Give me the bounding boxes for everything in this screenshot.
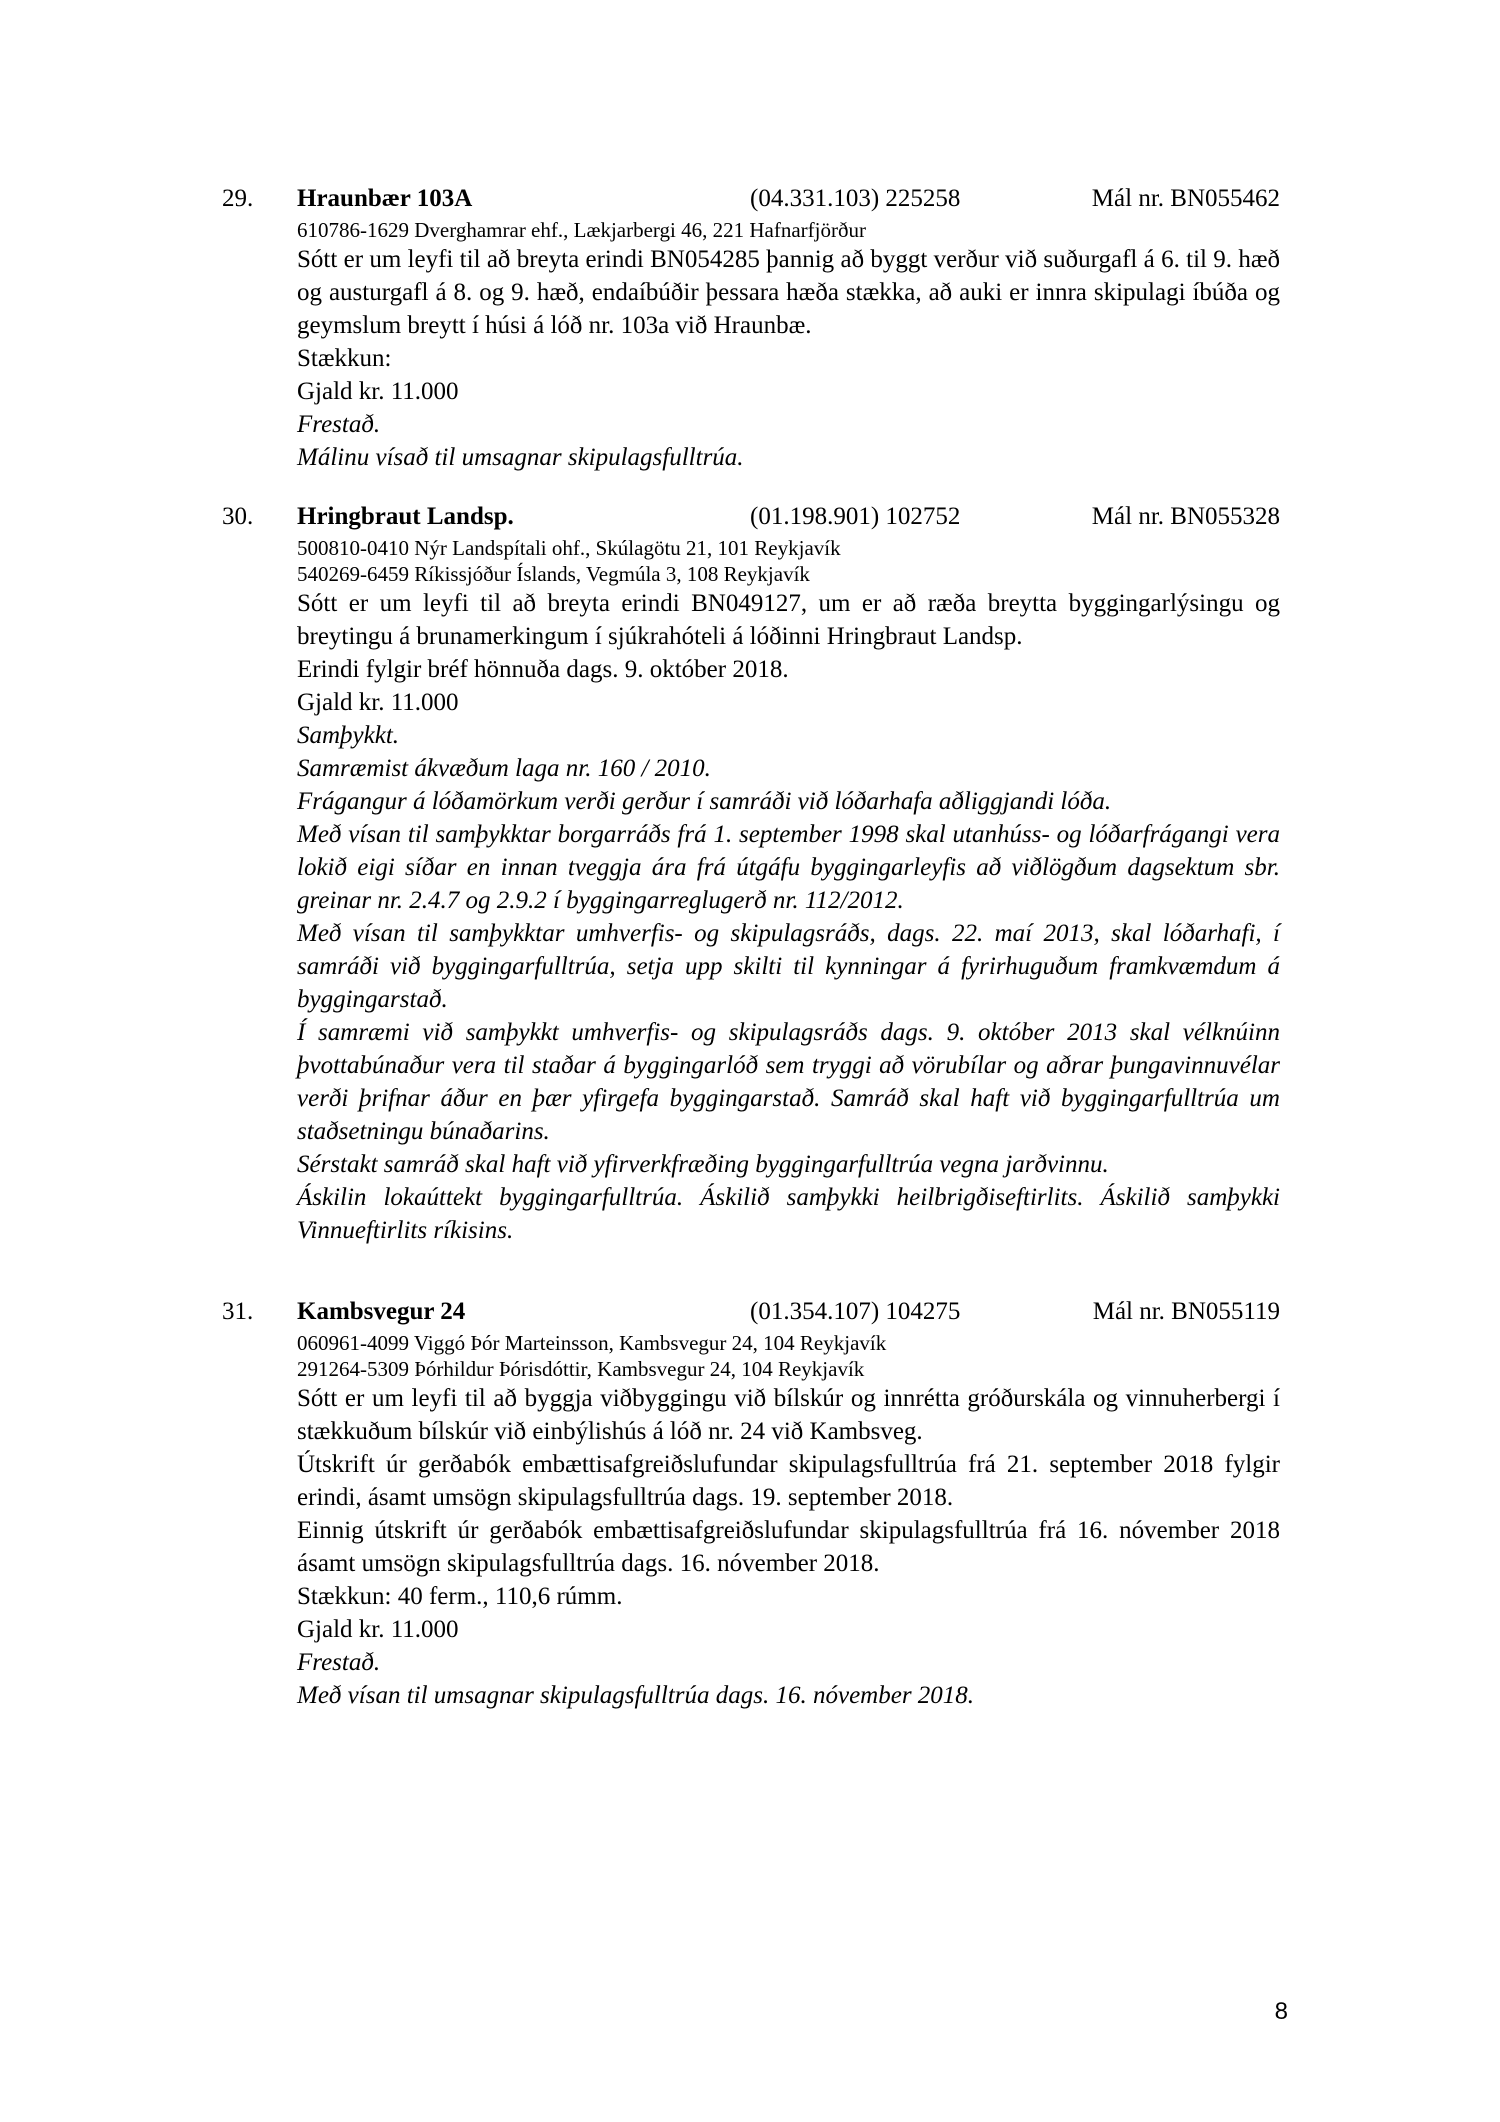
- description-text: Gjald kr. 11.000: [297, 378, 459, 405]
- case-number: Mál nr. BN055328: [1091, 503, 1280, 530]
- entry-number: 29.: [222, 185, 254, 212]
- entry-hraunbaer: [222, 181, 1280, 474]
- case-number: Mál nr. BN055462: [1091, 185, 1280, 212]
- decision-text: Með vísan til samþykktar umhverfis- og skipulagsráðs, dags. 22. maí 2013, skal lóðarhafi, í samráði við byggingarfulltrúa, setja upp skilti til kynningar á fyrirhuguðum framkvæmdum á byggingarstað.: [297, 920, 1280, 1013]
- entry-body: [222, 1330, 1280, 1712]
- applicant-line: 060961-4099 Viggó Þór Marteinsson, Kambsvegur 24, 104 Reykjavík: [297, 1331, 887, 1355]
- entry-title: Kambsvegur 24: [297, 1298, 466, 1325]
- description-text: Erindi fylgir bréf hönnuða dags. 9. október 2018.: [297, 656, 789, 683]
- entry-body: [222, 217, 1280, 474]
- entry-reference: (01.354.107) 104275: [750, 1298, 961, 1325]
- applicant-line: 500810-0410 Nýr Landspítali ohf., Skúlagötu 21, 101 Reykjavík: [297, 536, 841, 560]
- entry-header: [222, 1294, 1280, 1330]
- applicant-line: 540269-6459 Ríkissjóður Íslands, Vegmúla 3, 108 Reykjavík: [297, 562, 810, 586]
- decision-text: Frestað.: [297, 411, 381, 438]
- entry-kambsvegur: [222, 1294, 1280, 1712]
- entry-reference: (04.331.103) 225258: [750, 185, 961, 212]
- entry-header: [222, 181, 1280, 217]
- entry-number: 30.: [222, 503, 254, 530]
- applicant-line: 610786-1629 Dverghamrar ehf., Lækjarbergi 46, 221 Hafnarfjörður: [297, 218, 866, 242]
- decision-text: Frágangur á lóðamörkum verði gerður í samráði við lóðarhafa aðliggjandi lóða.: [297, 788, 1112, 815]
- entry-title: Hringbraut Landsp.: [297, 503, 514, 530]
- decision-text: Frestað.: [297, 1649, 381, 1676]
- entry-header: [222, 499, 1280, 535]
- entry-number: 31.: [222, 1298, 254, 1325]
- case-number: Mál nr. BN055119: [1092, 1298, 1280, 1325]
- decision-text: Í samræmi við samþykkt umhverfis- og skipulagsráðs dags. 9. október 2013 skal vélknúinn þvottabúnaður vera til staðar á byggingarlóð sem tryggi að vörubílar og aðrar þungavinnuvélar verði þrifnar áður en þær yfirgefa byggingarstað. Samráð skal haft við byggingarfulltrúa um staðsetningu búnaðarins.: [297, 1019, 1280, 1145]
- description-text: Stækkun:: [297, 345, 392, 372]
- entry-body: [222, 535, 1280, 1247]
- description-text: Einnig útskrift úr gerðabók embættisafgreiðslufundar skipulagsfulltrúa frá 16. nóvember 2018 ásamt umsögn skipulagsfulltrúa dags. 16. nóvember 2018.: [297, 1517, 1280, 1577]
- description-text: Gjald kr. 11.000: [297, 689, 459, 716]
- applicant-line: 291264-5309 Þórhildur Þórisdóttir, Kambsvegur 24, 104 Reykjavík: [297, 1357, 865, 1381]
- description-text: Útskrift úr gerðabók embættisafgreiðslufundar skipulagsfulltrúa frá 21. september 2018 fylgir erindi, ásamt umsögn skipulagsfulltrúa dags. 19. september 2018.: [297, 1451, 1280, 1511]
- description-text: Sótt er um leyfi til að breyta erindi BN049127, um er að ræða breytta byggingarlýsingu og breytingu á brunamerkingum í sjúkrahóteli á lóðinni Hringbraut Landsp.: [297, 590, 1280, 650]
- description-text: Sótt er um leyfi til að breyta erindi BN054285 þannig að byggt verður við suðurgafl á 6. til 9. hæð og austurgafl á 8. og 9. hæð, endaíbúðir þessara hæða stækka, að auki er innra skipulagi íbúða og geymslum breytt í húsi á lóð nr. 103a við Hraunbæ.: [297, 246, 1280, 339]
- entry-reference: (01.198.901) 102752: [750, 503, 961, 530]
- entry-hringbraut: [222, 499, 1280, 1247]
- entry-title: Hraunbær 103A: [297, 185, 473, 212]
- decision-text: Samþykkt.: [297, 722, 400, 749]
- description-text: Gjald kr. 11.000: [297, 1616, 459, 1643]
- decision-text: Sérstakt samráð skal haft við yfirverkfræðing byggingarfulltrúa vegna jarðvinnu.: [297, 1151, 1109, 1178]
- page-number: 8: [1274, 1998, 1288, 2025]
- decision-text: Samræmist ákvæðum laga nr. 160 / 2010.: [297, 755, 711, 782]
- decision-text: Með vísan til umsagnar skipulagsfulltrúa dags. 16. nóvember 2018.: [297, 1682, 975, 1709]
- description-text: Sótt er um leyfi til að byggja viðbyggingu við bílskúr og innrétta gróðurskála og vinnuherbergi í stækkuðum bílskúr við einbýlishús á lóð nr. 24 við Kambsveg.: [297, 1385, 1280, 1445]
- description-text: Stækkun: 40 ferm., 110,6 rúmm.: [297, 1583, 623, 1610]
- decision-text: Með vísan til samþykktar borgarráðs frá 1. september 1998 skal utanhúss- og lóðarfrágangi vera lokið eigi síðar en innan tveggja ára frá útgáfu byggingarleyfis að viðlögðum dagsektum sbr. greinar nr. 2.4.7 og 2.9.2 í byggingarreglugerð nr. 112/2012.: [297, 821, 1280, 914]
- decision-text: Áskilin lokaúttekt byggingarfulltrúa. Áskilið samþykki heilbrigðiseftirlits. Áskilið samþykki Vinnueftirlits ríkisins.: [297, 1184, 1280, 1244]
- decision-text: Málinu vísað til umsagnar skipulagsfulltrúa.: [297, 444, 744, 471]
